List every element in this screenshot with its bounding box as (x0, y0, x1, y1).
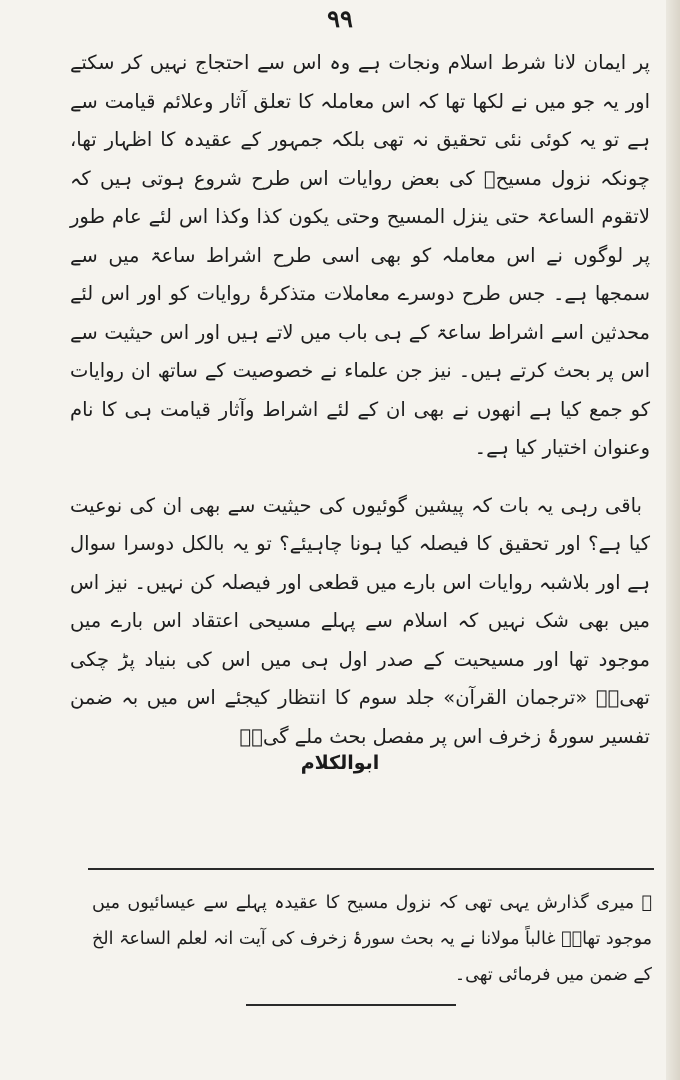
bottom-rule (246, 1004, 456, 1006)
paragraph-1: پر ایمان لانا شرط اسلام ونجات ہے وہ اس سے احتجاج نہیں کر سکتے اور یہ جو میں نے لکھا تھا کہ اس معاملہ کا تعلق آثار وعلائم قیامت سے ہے تو یہ کوئی نئی تحقیق نہ تھی بلکہ جمہور کے عقیدہ کا اظہار تھا، چونکہ نزول مسیحؑ کی بعض روایات اس طرح شروع ہوتی ہیں کہ لاتقوم الساعۃ حتی ینزل المسیح وحتی یکون کذا وکذا اس لئے عام طور پر لوگوں نے اس معاملہ کو بھی اسی طرح اشراط ساعۃ میں سے سمجھا ہے۔ جس طرح دوسرے معاملات متذکرۂ روایات کو اور اس لئے محدثین اسے اشراط ساعۃ کے ہی باب میں لاتے ہیں اور اس حیثیت سے اس پر بحث کرتے ہیں۔ نیز جن علماء نے خصوصیت کے ساتھ ان روایات کو جمع کیا ہے انھوں نے بھی ان کے لئے اشراط وآثار قیامت ہی کا نام وعنوان اختیار کیا ہے۔ (70, 51, 650, 459)
footnote (92, 885, 652, 993)
page-edge-shadow (666, 0, 680, 1080)
page-number: ۹۹ (327, 4, 353, 33)
footnote-divider (88, 868, 654, 870)
body-text (70, 44, 650, 756)
footnote-text: ؔ میری گذارش یہی تھی کہ نزول مسیح کا عقیدہ پہلے سے عیسائیوں میں موجود تھا۔ؔ غالباً مولانا نے یہ بحث سورۂ زخرف کی آیت انہ لعلم الساعۃ الخ کے ضمن میں فرمائی تھی۔ (92, 893, 652, 985)
paragraph-2: باقی رہی یہ بات کہ پیشین گوئیوں کی حیثیت سے بھی ان کی نوعیت کیا ہے؟ اور تحقیق کا فیصلہ کیا ہونا چاہیئے؟ تو یہ بالکل دوسرا سوال ہے اور بلاشبہ روایات اس بارے میں قطعی اور فیصلہ کن نہیں۔ نیز اس میں بھی شک نہیں کہ اسلام سے پہلے مسیحی اعتقاد اس بارے میں موجود تھا اور مسیحیت کے صدر اول ہی میں اس کی بنیاد پڑ چکی تھی۔ؔ «ترجمان القرآن» جلد سوم کا انتظار کیجئے اس میں بہ ضمن تفسیر سورۂ زخرف اس پر مفصل بحث ملے گی۔ؔ (70, 493, 650, 748)
author-signature: ابوالکلام (300, 752, 380, 774)
